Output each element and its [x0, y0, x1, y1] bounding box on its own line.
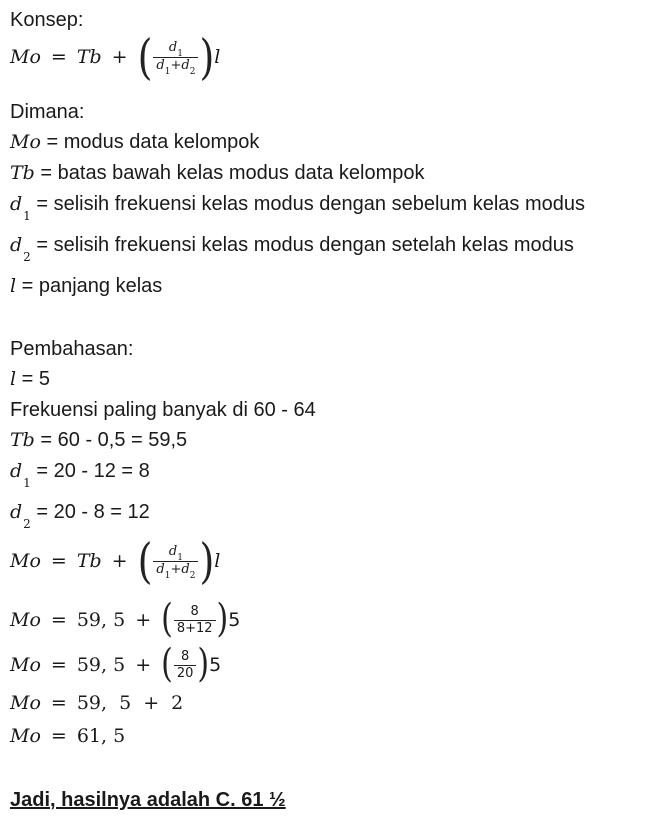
formula-lhs: Mo — [10, 46, 41, 68]
formula-factor: l — [214, 46, 221, 68]
step-d2: $d_2 = 20 - 8 = 12$ — [10, 501, 150, 531]
right-paren: ) — [216, 596, 229, 643]
definition-d1: $d_1$ = selisih frekuensi kelas modus dengan sebelum kelas modus — [10, 193, 586, 223]
right-paren: ) — [197, 641, 210, 688]
right-paren: ) — [199, 29, 215, 85]
where-heading: Dimana: — [10, 101, 85, 123]
concept-formula — [10, 29, 221, 85]
calc-formula: Mo = Tb + ( $\frac{d_1}{d_1+d_2}$ ) l — [10, 533, 221, 589]
conclusion: Jadi, hasilnya adalah C. 61 ½ — [10, 789, 286, 811]
definition-d2: $d_2$ = selisih frekuensi kelas modus dengan setelah kelas modus — [10, 234, 574, 264]
formula-tb: Tb — [76, 46, 102, 68]
fraction: $\frac{d_1}{d_1+d_2}$ — [153, 544, 198, 579]
concept-heading: Konsep: — [10, 9, 84, 31]
calc-line-4: Mo = 59, 5 + 2 — [10, 692, 184, 714]
step-d1: $d_1 = 20 - 12 = 8$ — [10, 460, 150, 490]
step-l: l = 5 — [10, 368, 50, 390]
step-frequency: Frekuensi paling banyak di 60 - 64 — [10, 399, 316, 421]
left-paren: ( — [137, 533, 153, 589]
left-paren: ( — [161, 641, 173, 688]
right-paren: ) — [199, 533, 215, 589]
calc-line-2: Mo = 59, 5 + ( $\frac{8}{8+12}$ ) 5 — [10, 601, 240, 639]
discussion-heading: Pembahasan: — [10, 338, 134, 360]
formula-eq: = — [50, 46, 67, 68]
left-paren: ( — [137, 29, 153, 85]
step-tb: Tb = 60 - 0,5 = 59,5 — [10, 429, 188, 451]
calc-line-3: Mo = 59, 5 + ( $\frac{8}{20}$ ) 5 — [10, 646, 221, 684]
fraction: $\frac{8}{8+12}$ — [174, 604, 216, 637]
definition-tb: Tb = batas bawah kelas modus data kelompok — [10, 162, 425, 184]
left-paren: ( — [161, 596, 173, 643]
fraction: $\frac{8}{20}$ — [174, 649, 197, 682]
definition-mo: Mo = modus data kelompok — [10, 131, 260, 153]
fraction: $\frac{d_1}{d_1+d_2}$ — [153, 40, 198, 75]
formula-plus: + — [111, 46, 128, 68]
definition-l: l = panjang kelas — [10, 275, 163, 297]
calc-line-5: Mo = 61, 5 — [10, 725, 126, 747]
